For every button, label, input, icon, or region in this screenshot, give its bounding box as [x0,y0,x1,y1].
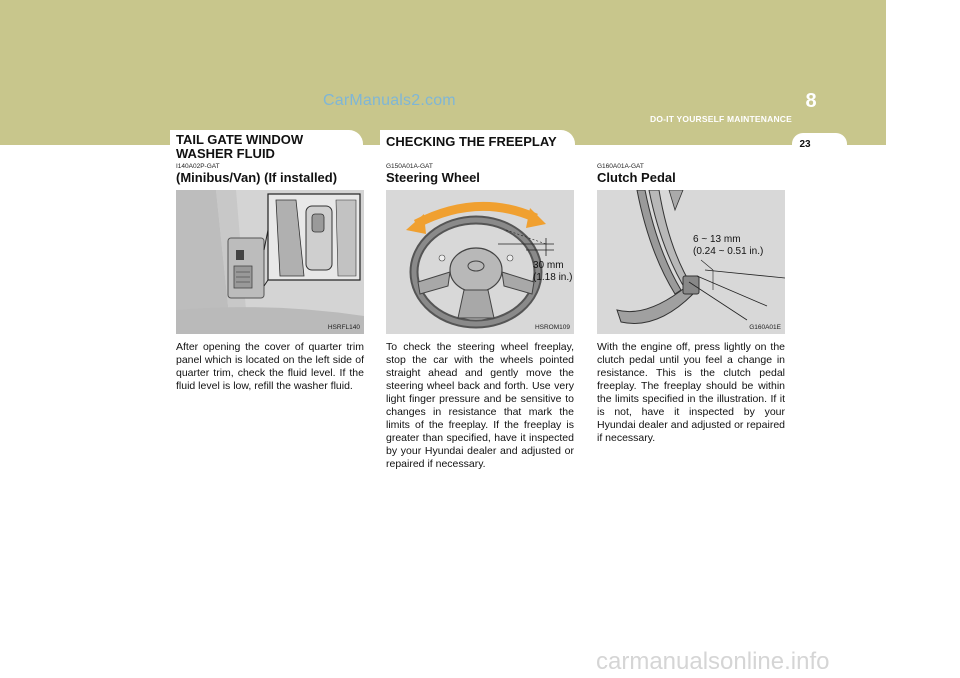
body-text: After opening the cover of quarter trim panel which is located on the left side of quarter trim, check the fluid level. If the fluid level is low, refill the washer fluid. [176,341,364,392]
body-text: With the engine off, press lightly on the clutch pedal until you feel a change in resistance. This is the clutch pedal freeplay. The freeplay should be within the limits specified in the illustration. If it is not, have it inspected by your Hyundai dealer and adjusted or repaired if necessary. [597,341,785,444]
freeplay-label [693,234,763,258]
page-number: 23 [799,139,811,150]
figure-washer-reservoir [176,190,364,334]
chapter-number: 8 [805,90,817,112]
section-title-line-2: WASHER FLUID [176,146,275,161]
freeplay-label [533,260,572,284]
section-code: G160A01A-GAT [597,163,644,170]
freeplay-in: (0.24 ~ 0.51 in.) [693,246,764,257]
column-clutch-pedal [597,163,785,445]
body-text: To check the steering wheel freeplay, stop the car with the wheels pointed straight ahead and gently move the steering wheel back and forth. Use very light finger pressure and be sensitive to changes in resistance that mark the limits of the freeplay. If the freeplay is greater than specified, have it inspected by your Hyundai dealer and adjusted or repaired if necessary. [386,341,574,470]
figure-clutch-pedal [597,190,785,334]
figure-steering-wheel [386,190,574,334]
column-tail-gate [176,163,364,393]
clutch-pedal-illustration [597,190,785,334]
column-steering-wheel [386,163,574,471]
subheading: (Minibus/Van) (If installed) [176,170,338,185]
watermark-bottom: carmanualsonline.info [596,648,830,675]
freeplay-mm: 6 ~ 13 mm [693,234,741,245]
section-title-tail-gate [176,133,303,161]
section-title-freeplay: CHECKING THE FREEPLAY [386,134,557,149]
watermark-top: CarManuals2.com [323,92,456,109]
section-code: I140A02P-GAT [176,163,220,170]
section-title-line-1: TAIL GATE WINDOW [176,132,304,147]
figure-code: G160A01E [749,324,781,331]
section-code: G150A01A-GAT [386,163,433,170]
subheading: Clutch Pedal [597,170,676,185]
figure-code: HSROM109 [534,324,570,331]
freeplay-in: (1.18 in.) [533,272,573,283]
washer-reservoir-illustration [176,190,364,334]
chapter-title: DO-IT YOURSELF MAINTENANCE [650,114,792,124]
subheading: Steering Wheel [386,170,480,185]
section-tab-tail-gate [170,130,363,161]
freeplay-mm: 30 mm [533,260,564,271]
section-tab-freeplay [380,130,575,157]
figure-code: HSRFL140 [327,324,360,331]
